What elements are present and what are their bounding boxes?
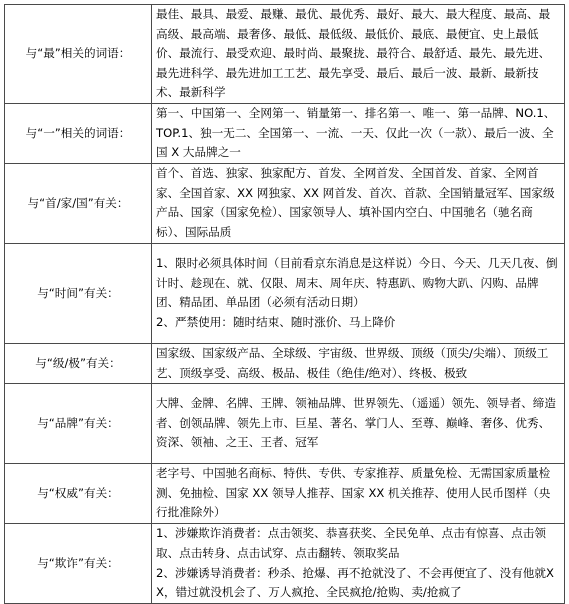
table-row bbox=[5, 163, 565, 243]
table-row bbox=[5, 524, 565, 604]
word-list-line: 最佳、最具、最爱、最赚、最优、最优秀、最好、最大、最大程度、最高、最高级、最高端、最奢侈、最低、最低级、最低价、最底、最便宜、史上最低价、最流行、最受欢迎、最时尚、最聚拢、最符合、最舒适、最先、最先进、最先进科学、最先进加工工艺、最先享受、最后、最后一波、最新、最新技术、最新科学 bbox=[156, 7, 551, 100]
word-list-cell bbox=[152, 524, 565, 604]
word-list-line: 首个、首选、独家、独家配方、首发、全网首发、全国首发、首家、全网首家、全国首家、XX 网独家、XX 网首发、首次、首款、全国销量冠军、国家级产品、国家（国家免检）、国家领导人、填补国内空白、中国驰名（驰名商标）、国际品质 bbox=[156, 166, 555, 240]
category-label: 与“时间”有关： bbox=[5, 243, 152, 343]
word-list-line: 2、严禁使用：随时结束、随时涨价、马上降价 bbox=[156, 315, 396, 330]
category-label: 与“级/极”有关： bbox=[5, 343, 152, 383]
word-list-cell bbox=[152, 163, 565, 243]
prohibited-words-document bbox=[4, 4, 565, 600]
word-list-line: 大牌、金牌、名牌、王牌、领袖品牌、世界领先、（遥遥）领先、领导者、缔造者、创领品牌、领先上市、巨星、著名、掌门人、至尊、巅峰、奢侈、优秀、资深、领袖、之王、王者、冠军 bbox=[156, 396, 556, 450]
category-label: 与“品牌”有关： bbox=[5, 384, 152, 464]
table-row bbox=[5, 343, 565, 383]
word-list-line: 2、涉嫌诱导消费者：秒杀、抢爆、再不抢就没了、不会再便宜了、没有他就XX，错过就没机会了、万人疯抢、全民疯抢/抢购、卖/抢疯了 bbox=[156, 565, 554, 600]
word-list-cell bbox=[152, 464, 565, 524]
category-label: 与“权威”有关： bbox=[5, 464, 152, 524]
word-list-line: 国家级、国家级产品、全球级、宇宙级、世界级、顶级（顶尖/尖端）、顶级工艺、顶级享受、高级、极品、极佳（绝佳/绝对）、终极、极致 bbox=[156, 345, 549, 380]
category-label: 与“最”相关的词语： bbox=[5, 5, 152, 104]
word-list-cell bbox=[152, 243, 565, 343]
table-row bbox=[5, 103, 565, 163]
category-label: 与“一”相关的词语： bbox=[5, 103, 152, 163]
word-list-line: 1、涉嫌欺诈消费者：点击领奖、恭喜获奖、全民免单、点击有惊喜、点击领取、点击转身、点击试穿、点击翻转、领取奖品 bbox=[156, 526, 546, 561]
category-label: 与“首/家/国”有关： bbox=[5, 163, 152, 243]
table-row bbox=[5, 5, 565, 104]
word-list-cell bbox=[152, 384, 565, 464]
prohibited-words-table bbox=[4, 4, 565, 604]
word-list-line: 老字号、中国驰名商标、特供、专供、专家推荐、质量免检、无需国家质量检测、免抽检、国家 XX 领导人推荐、国家 XX 机关推荐、使用人民币图样（央行批准除外） bbox=[156, 466, 551, 520]
word-list-cell bbox=[152, 343, 565, 383]
table-body bbox=[5, 5, 565, 604]
table-row bbox=[5, 243, 565, 343]
word-list-cell bbox=[152, 5, 565, 104]
category-label: 与“欺诈”有关： bbox=[5, 524, 152, 604]
word-list-cell bbox=[152, 103, 565, 163]
table-row bbox=[5, 384, 565, 464]
word-list-line: 第一、中国第一、全网第一、销量第一、排名第一、唯一、第一品牌、NO.1、TOP.1、独一无二、全国第一、一流、一天、仅此一次（一款）、最后一波、全国 X 大品牌之一 bbox=[156, 106, 556, 160]
table-row bbox=[5, 464, 565, 524]
word-list-line: 1、限时必须具体时间（目前看京东消息是这样说）今日、今天、几天几夜、倒计时、趁现在、就、仅限、周末、周年庆、特惠趴、购物大趴、闪购、品牌团、精品团、单品团（必须有活动日期） bbox=[156, 256, 558, 310]
